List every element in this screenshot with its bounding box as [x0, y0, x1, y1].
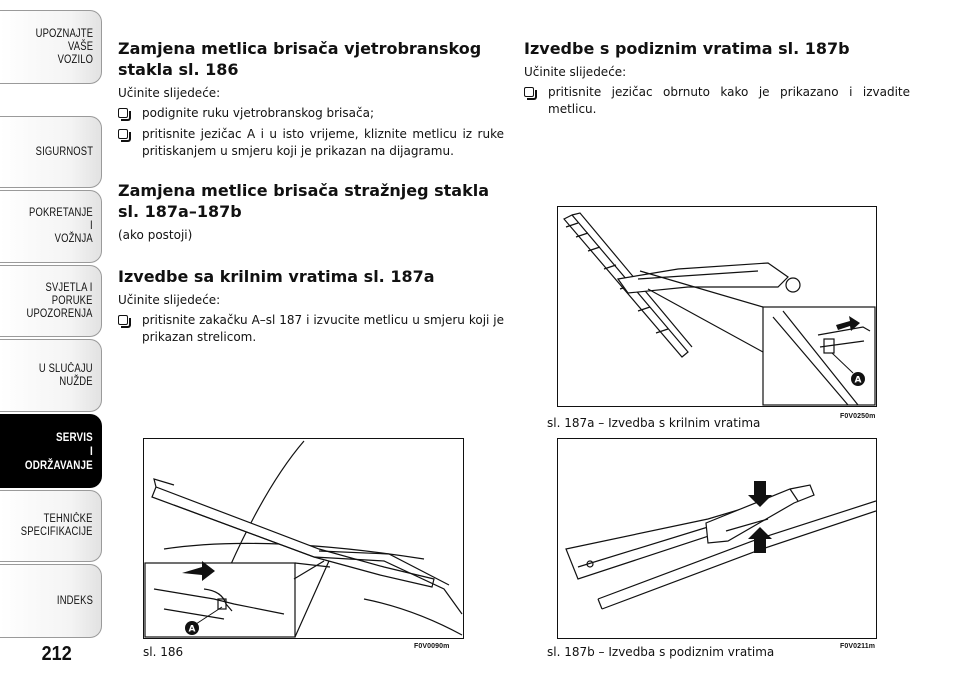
tab-tehnicke-specifikacije[interactable]: [0, 490, 102, 562]
heading-windscreen-blade: Zamjena metlica brisača vjetrobranskog stakla sl. 186: [118, 39, 482, 79]
right-column: [524, 38, 910, 122]
figure-187b-illustration: [558, 439, 876, 638]
heading-tailgate: Izvedbe s podiznim vratima sl. 187b: [524, 39, 850, 58]
tab-pokretanje-i-voznja[interactable]: [0, 190, 102, 263]
checkbox-bullet-icon: [524, 87, 534, 97]
tab-label: U SLUČAJU NUŽDE: [39, 362, 93, 388]
checkbox-bullet-icon: [118, 108, 128, 118]
page-number: 212: [41, 643, 72, 665]
checkbox-bullet-icon: [118, 129, 128, 139]
tab-servis-i-odrzavanje[interactable]: [0, 414, 102, 488]
list-item: pritisnite jezičac obrnuto kako je prikazano i izvadite metlicu.: [524, 84, 910, 118]
figure-186-code: F0V0090m: [414, 643, 450, 650]
note-if-equipped: (ako postoji): [118, 228, 193, 242]
tab-label: SIGURNOST: [35, 145, 93, 158]
figure-187b-code: F0V0211m: [840, 643, 876, 650]
tab-indeks[interactable]: [0, 564, 102, 638]
list-item: podignite ruku vjetrobranskog brisača;: [118, 105, 504, 122]
checkbox-bullet-icon: [118, 315, 128, 325]
heading-side-doors: Izvedbe sa krilnim vratima sl. 187a: [118, 267, 435, 286]
list-item: pritisnite zakačku A–sl 187 i izvucite metlicu u smjeru koji je prikazan strelicom.: [118, 312, 504, 346]
tab-u-slucaju-nuzde[interactable]: [0, 339, 102, 412]
tab-label: SERVIS I ODRŽAVANJE: [25, 430, 93, 472]
tab-label: UPOZNAJTE VAŠE VOZILO: [35, 27, 93, 66]
heading-rear-blade: Zamjena metlice brisača stražnjeg stakla sl. 187a–187b: [118, 181, 490, 221]
left-column: [118, 38, 504, 350]
figure-187a: [557, 206, 877, 407]
list-item: pritisnite jezičac A i u isto vrijeme, kliznite metlicu iz ruke pritiskanjem u smjeru koji je prikazan na dijagramu.: [118, 126, 504, 160]
intro-text: Učinite slijedeće:: [524, 65, 627, 79]
figure-187b: [557, 438, 877, 639]
figure-187b-caption: sl. 187b – Izvedba s podiznim vratima: [547, 645, 775, 659]
intro-text: Učinite slijedeće:: [118, 293, 221, 307]
tab-svjetla-i-poruke[interactable]: [0, 265, 102, 337]
tab-label: TEHNIČKE SPECIFIKACIJE: [21, 513, 93, 538]
tab-label: POKRETANJE I VOŽNJA: [29, 207, 93, 245]
figure-187a-illustration: [558, 207, 876, 406]
figure-186: [143, 438, 464, 639]
tab-upoznajte-vase-vozilo[interactable]: [0, 10, 102, 84]
figure-186-illustration: [144, 439, 463, 638]
chapter-tabs: [0, 0, 104, 679]
tab-label: SVJETLA I PORUKE UPOZORENJA: [26, 281, 93, 320]
intro-text: Učinite slijedeće:: [118, 86, 221, 100]
callout-a: A: [854, 375, 862, 386]
figure-186-caption: sl. 186: [143, 645, 184, 659]
callout-a: A: [188, 624, 196, 635]
tab-sigurnost[interactable]: [0, 116, 102, 188]
figure-187a-code: F0V0250m: [840, 413, 876, 420]
figure-187a-caption: sl. 187a – Izvedba s krilnim vratima: [547, 416, 761, 430]
tab-label: INDEKS: [56, 594, 93, 607]
